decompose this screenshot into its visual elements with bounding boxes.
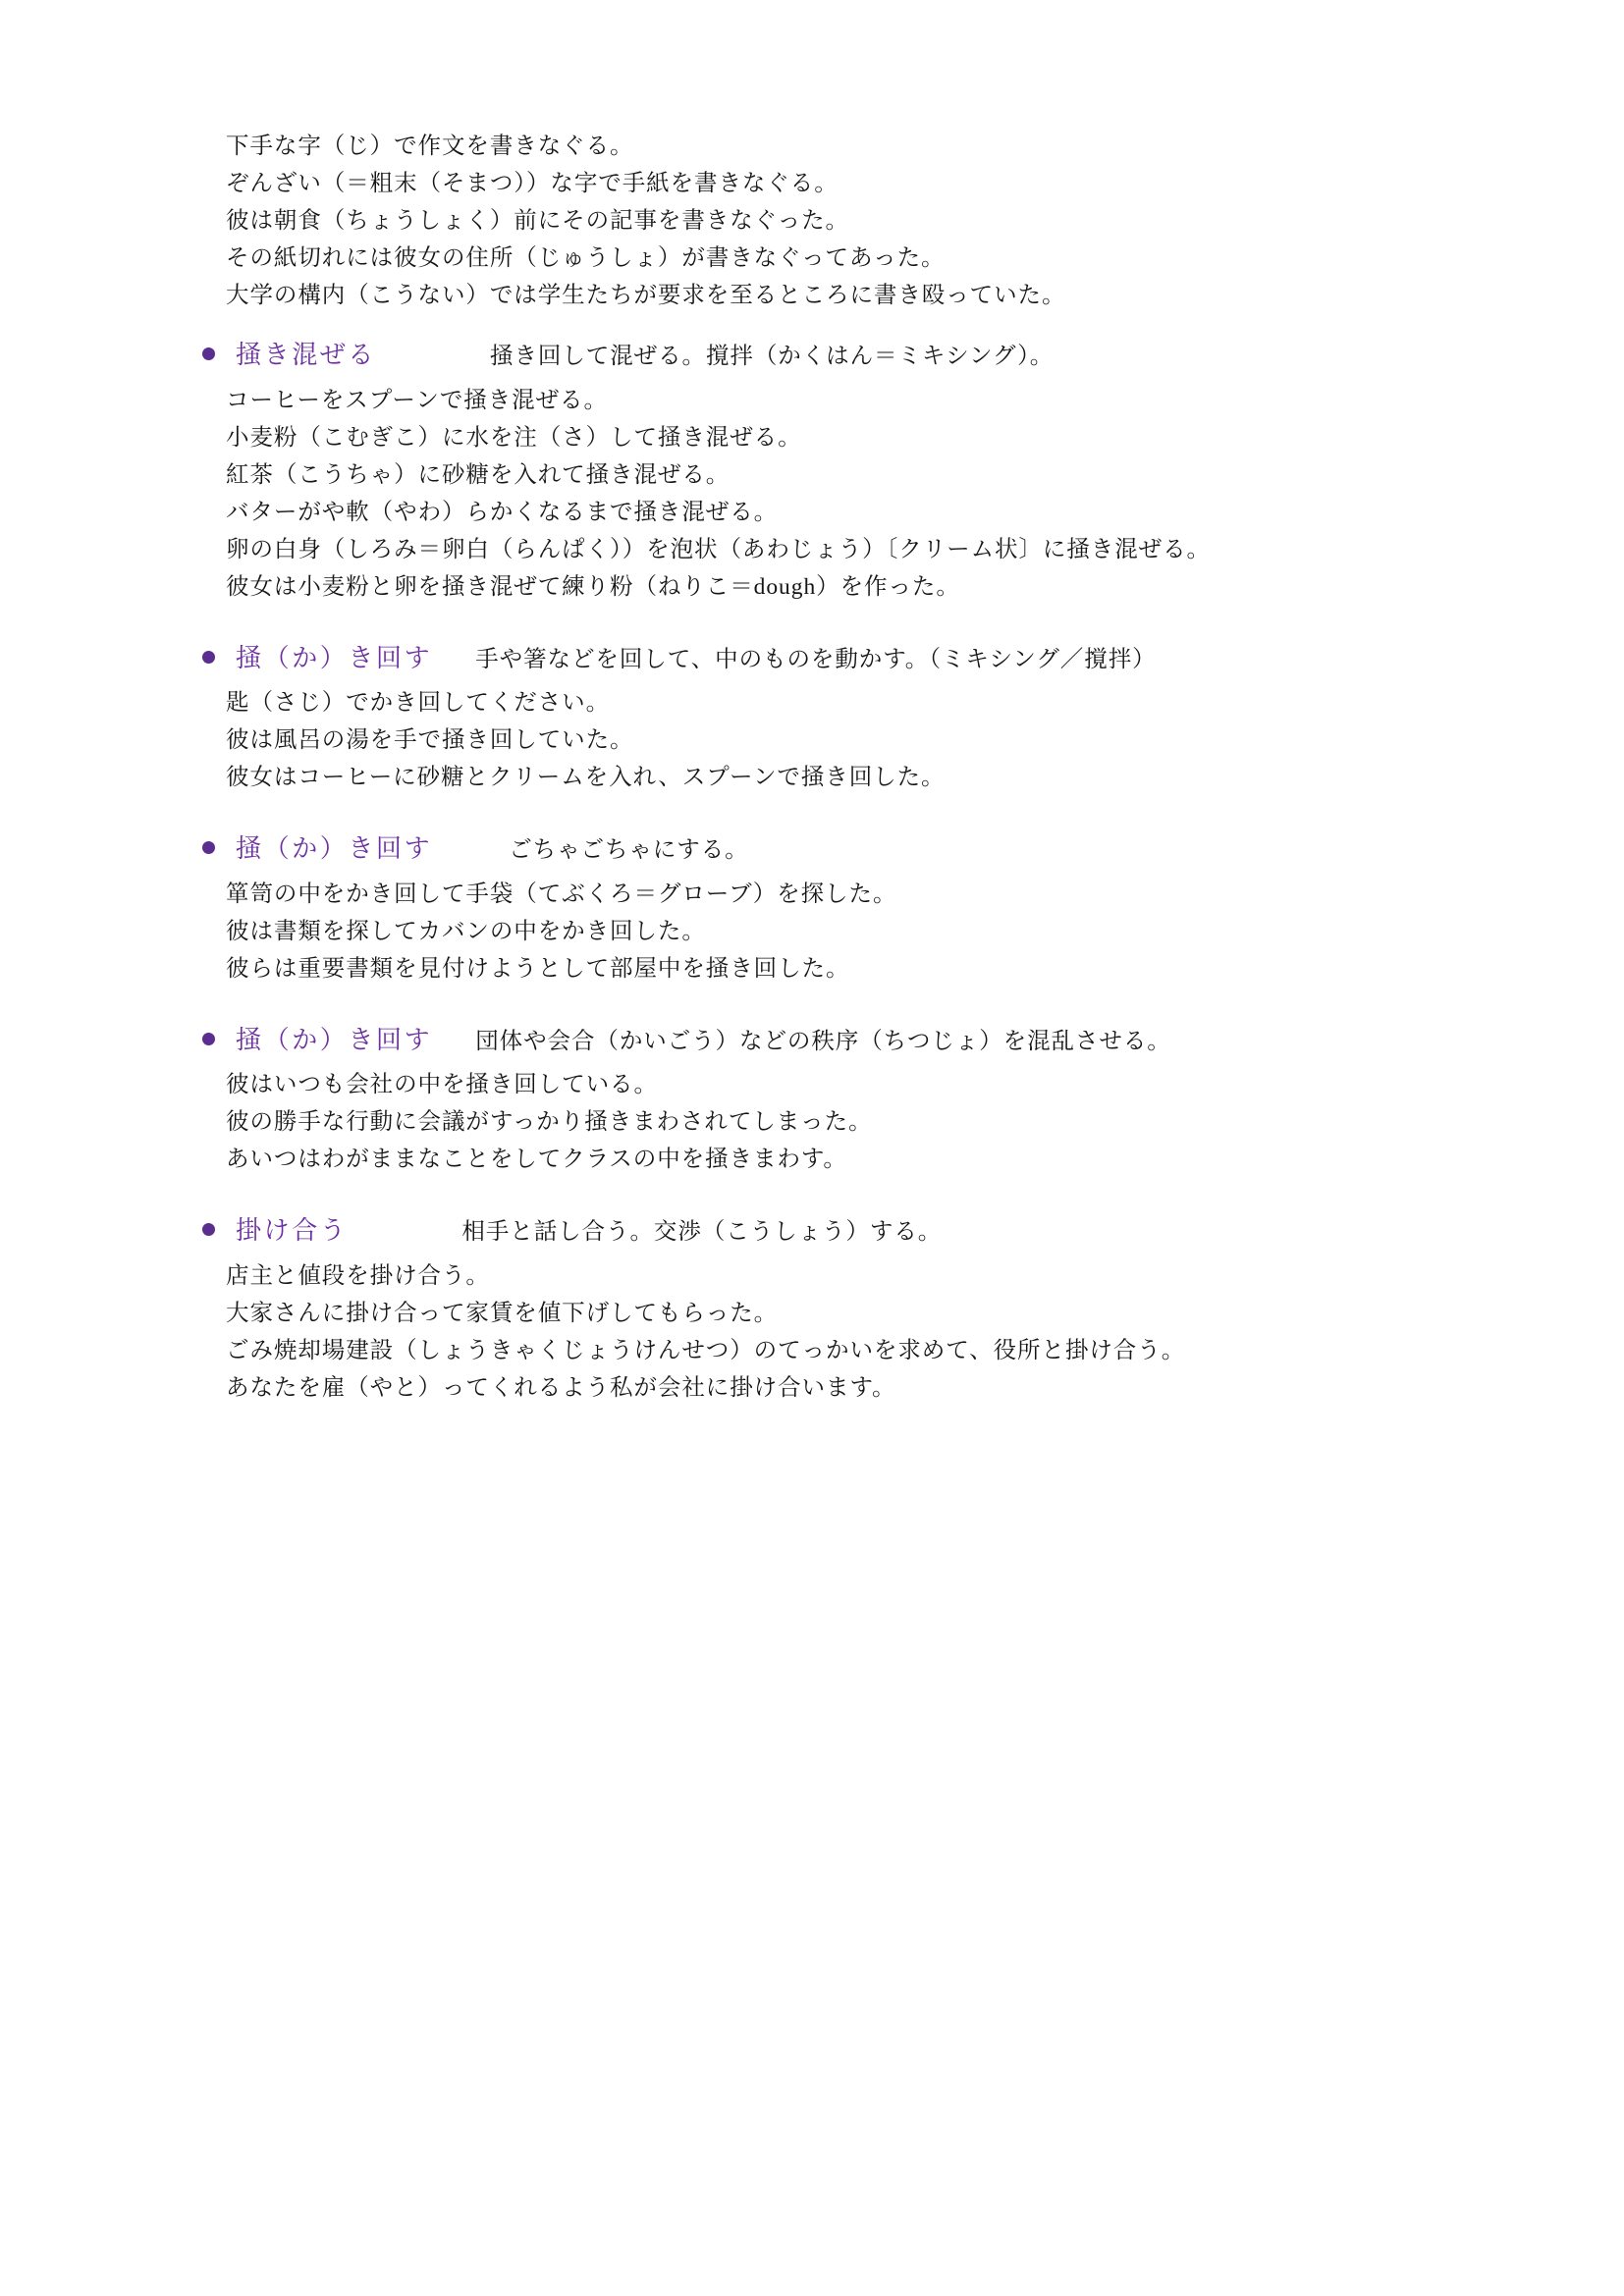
entry-gloss: 相手と話し合う。交渉（こうしょう）する。 bbox=[461, 1219, 943, 1246]
bullet-icon bbox=[202, 841, 215, 854]
document-content bbox=[196, 128, 1463, 1407]
entry-headword: 掻き混ぜる bbox=[236, 341, 377, 370]
example-line: 彼の勝手な行動に会議がすっかり掻きまわされてしまった。 bbox=[226, 1109, 873, 1136]
spacer bbox=[196, 1001, 1463, 1021]
example-line: 紅茶（こうちゃ）に砂糖を入れて掻き混ぜる。 bbox=[226, 461, 731, 488]
example-line: 大家さんに掛け合って家賃を値下げしてもらった。 bbox=[226, 1300, 779, 1326]
entry-examples bbox=[226, 684, 1463, 796]
entry-header bbox=[196, 639, 1463, 678]
entry-gloss: ごちゃごちゃにする。 bbox=[509, 837, 749, 864]
example-line: バターがや軟（やわ）らかくなるまで掻き混ぜる。 bbox=[226, 499, 779, 525]
spacer bbox=[196, 810, 1463, 829]
example-line: 大学の構内（こうない）では学生たちが要求を至るところに書き殴っていた。 bbox=[226, 283, 1066, 309]
example-line: その紙切れには彼女の住所（じゅうしょ）が書きなぐってあった。 bbox=[226, 245, 946, 272]
entry-header bbox=[196, 1021, 1463, 1060]
example-line: 彼は書類を探してカバンの中をかき回した。 bbox=[226, 918, 706, 944]
dictionary-entry bbox=[196, 336, 1463, 606]
entry-examples bbox=[226, 382, 1463, 606]
entry-gloss: 団体や会合（かいごう）などの秩序（ちつじょ）を混乱させる。 bbox=[475, 1028, 1171, 1054]
dictionary-entry bbox=[196, 829, 1463, 987]
entry-headword: 掻（か）き回す bbox=[236, 1025, 433, 1054]
example-line: 彼は朝食（ちょうしょく）前にその記事を書きなぐった。 bbox=[226, 208, 849, 235]
entry-headword: 掻（か）き回す bbox=[236, 834, 433, 864]
dictionary-entry bbox=[196, 639, 1463, 796]
example-line: ごみ焼却場建設（しょうきゃくじょうけんせつ）のてっかいを求めて、役所と掛け合う。 bbox=[226, 1337, 1186, 1363]
example-line: ぞんざい（＝粗末（そまつ））な字で手紙を書きなぐる。 bbox=[226, 171, 839, 197]
entry-examples bbox=[226, 876, 1463, 988]
intro-examples-block bbox=[226, 128, 1463, 314]
example-line: あなたを雇（やと）ってくれるよう私が会社に掛け合います。 bbox=[226, 1374, 896, 1401]
example-line: 彼女は小麦粉と卵を掻き混ぜて練り粉（ねりこ＝dough）を作った。 bbox=[226, 573, 960, 600]
example-line: 小麦粉（こむぎこ）に水を注（さ）して掻き混ぜる。 bbox=[226, 424, 802, 451]
bullet-icon bbox=[202, 1223, 215, 1236]
dictionary-entry bbox=[196, 1021, 1463, 1178]
example-line: 下手な字（じ）で作文を書きなぐる。 bbox=[226, 133, 634, 159]
entry-examples bbox=[226, 1066, 1463, 1178]
example-line: あいつはわがままなことをしてクラスの中を掻きまわす。 bbox=[226, 1147, 847, 1173]
example-line: 彼らは重要書類を見付けようとして部屋中を掻き回した。 bbox=[226, 955, 850, 982]
entry-header bbox=[196, 829, 1463, 869]
entry-headword: 掛け合う bbox=[236, 1216, 349, 1246]
example-line: 箪笥の中をかき回して手袋（てぶくろ＝グローブ）を探した。 bbox=[226, 881, 897, 907]
spacer bbox=[196, 619, 1463, 639]
bullet-icon bbox=[202, 347, 215, 360]
example-line: コーヒーをスプーンで掻き混ぜる。 bbox=[226, 387, 608, 413]
entry-header bbox=[196, 336, 1463, 375]
entry-gloss: 掻き回して混ぜる。撹拌（かくはん＝ミキシング）。 bbox=[490, 344, 1055, 370]
example-line: 彼は風呂の湯を手で掻き回していた。 bbox=[226, 727, 634, 754]
entry-gloss: 手や箸などを回して、中のものを動かす。（ミキシング／撹拌） bbox=[475, 646, 1157, 672]
entry-headword: 掻（か）き回す bbox=[236, 643, 433, 672]
bullet-icon bbox=[202, 651, 215, 664]
example-line: 卵の白身（しろみ＝卵白（らんぱく））を泡状（あわじょう）〔クリーム状〕に掻き混ぜる。 bbox=[226, 536, 1211, 562]
example-line: 匙（さじ）でかき回してください。 bbox=[226, 690, 611, 717]
entry-examples bbox=[226, 1257, 1463, 1407]
entry-header bbox=[196, 1211, 1463, 1251]
example-line: 店主と値段を掛け合う。 bbox=[226, 1262, 490, 1289]
bullet-icon bbox=[202, 1033, 215, 1045]
dictionary-entry bbox=[196, 1211, 1463, 1407]
example-line: 彼女はコーヒーに砂糖とクリームを入れ、スプーンで掻き回した。 bbox=[226, 765, 946, 791]
spacer bbox=[196, 1192, 1463, 1211]
example-line: 彼はいつも会社の中を掻き回している。 bbox=[226, 1072, 658, 1098]
